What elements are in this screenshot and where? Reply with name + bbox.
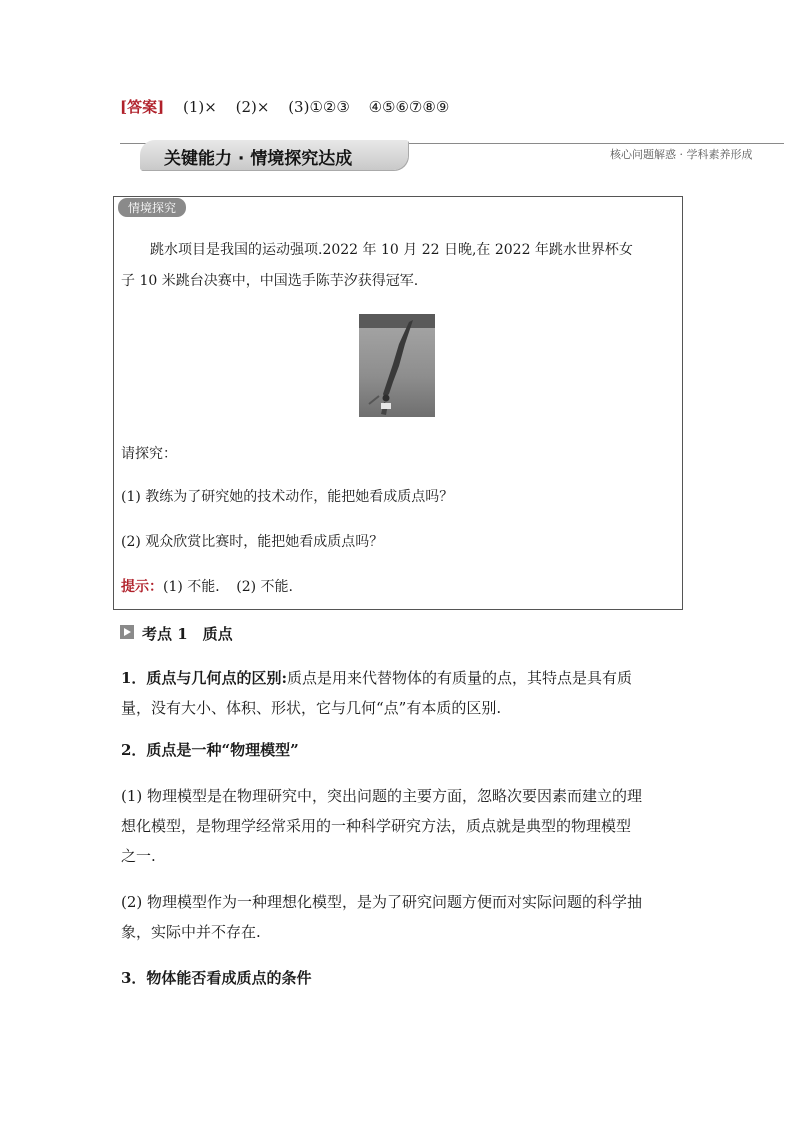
- play-triangle-icon: [120, 625, 134, 639]
- section-1-line2: 量，没有大小、体积、形状，它与几何“点”有本质的区别.: [121, 699, 502, 717]
- answer-item-3: (3)①②③: [288, 98, 350, 116]
- section-2-p1-line2: 想化模型，是物理学经常采用的一种科学研究方法，质点就是典型的物理模型: [121, 817, 632, 835]
- section-3-head: [121, 963, 311, 993]
- section-2-p1-line3: 之一.: [121, 847, 156, 865]
- scenario-intro-line2: 子 10 米跳台决赛中，中国选手陈芋汐获得冠军.: [121, 273, 419, 289]
- hint-line: [121, 577, 293, 597]
- section-1-line1: [121, 663, 632, 693]
- answer-item-1: (1)×: [182, 98, 217, 116]
- section-1-text: 质点是用来代替物体的有质量的点，其特点是具有质: [286, 669, 632, 687]
- kaodian-title: 考点 1 质点: [142, 625, 233, 643]
- diver-photo: [359, 314, 435, 417]
- question-1: (1) 教练为了研究她的技术动作，能把她看成质点吗？: [121, 489, 454, 505]
- scenario-intro-line1: 跳水项目是我国的运动强项.2022 年 10 月 22 日晚,在 2022 年跳水世界杯女: [150, 242, 633, 258]
- scenario-tag: 情境探究: [118, 198, 186, 217]
- diver-figure-icon: [359, 314, 435, 417]
- section-1-head: 1．质点与几何点的区别:: [121, 669, 287, 687]
- explore-label: 请探究：: [121, 446, 177, 462]
- answer-item-2: (2)×: [235, 98, 270, 116]
- section-2-head: [121, 735, 299, 765]
- answer-tag: [答案]: [120, 98, 165, 116]
- answer-line: [120, 96, 463, 117]
- banner-subtitle: 核心问题解惑 · 学科素养形成: [610, 148, 753, 161]
- hint-text: (1) 不能． (2) 不能.: [163, 579, 294, 595]
- banner-title: 关键能力 · 情境探究达成: [164, 149, 353, 169]
- section-2-p1-line1: (1) 物理模型是在物理研究中，突出问题的主要方面，忽略次要因素而建立的理: [121, 787, 643, 805]
- question-2: (2) 观众欣赏比赛时，能把她看成质点吗？: [121, 534, 384, 550]
- section-banner: [140, 140, 408, 170]
- answer-item-4: ④⑤⑥⑦⑧⑨: [368, 98, 450, 116]
- section-2-p2-line2: 象，实际中并不存在.: [121, 923, 261, 941]
- section-2-p2-line1: (2) 物理模型作为一种理想化模型，是为了研究问题方便而对实际问题的科学抽: [121, 893, 643, 911]
- hint-label: 提示：: [121, 579, 163, 595]
- section-2-head-text: 2．质点是一种“物理模型”: [121, 741, 299, 759]
- section-3-head-text: 3．物体能否看成质点的条件: [121, 969, 312, 987]
